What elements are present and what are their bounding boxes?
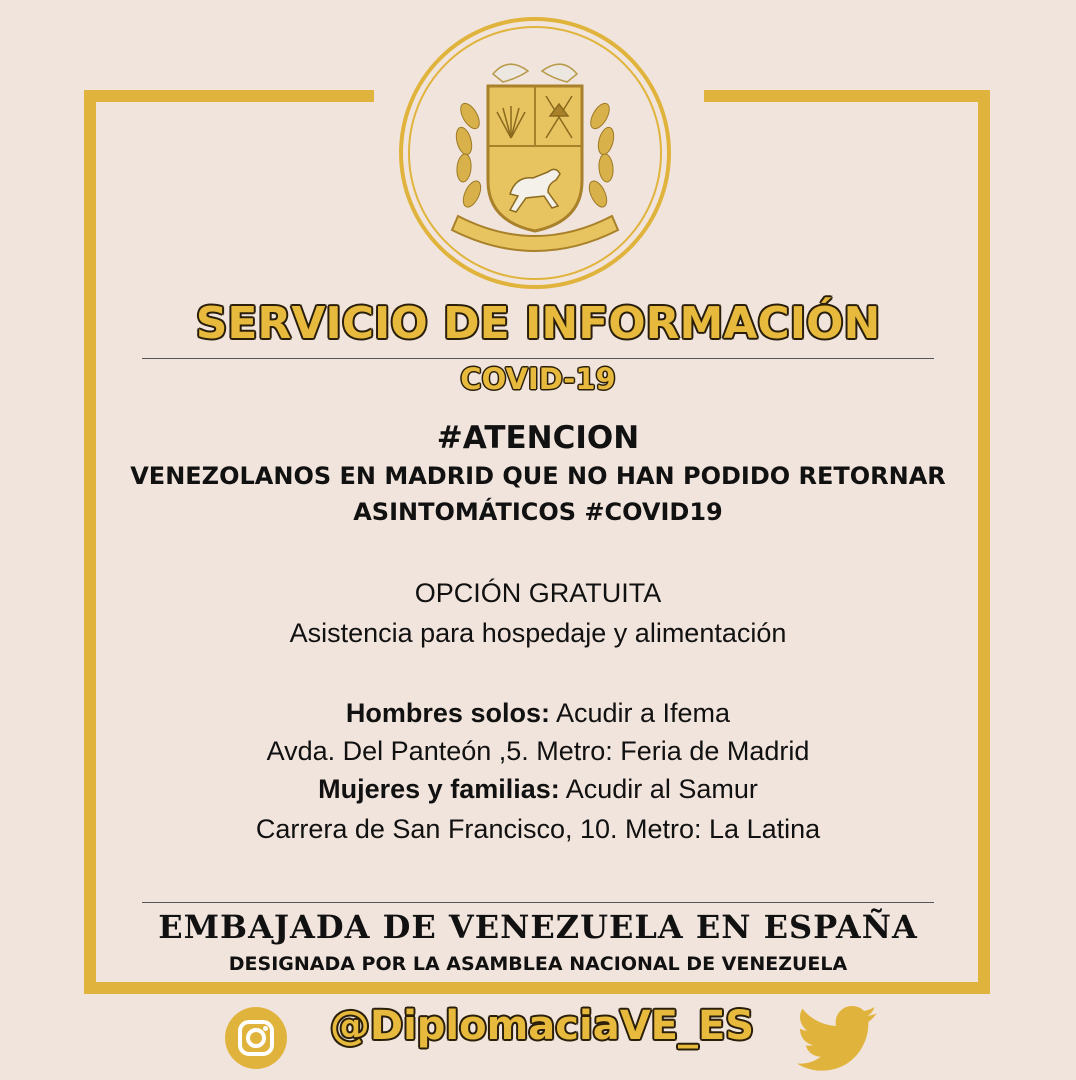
venezuela-coat-of-arms-icon xyxy=(398,16,672,290)
embassy-designation: DESIGNADA POR LA ASAMBLEA NACIONAL DE VENEZUELA xyxy=(228,953,848,975)
frame-left xyxy=(84,90,96,994)
location-men-action: Acudir a Ifema xyxy=(555,698,731,728)
option-label: OPCIÓN GRATUITA xyxy=(414,578,662,608)
location-men xyxy=(0,698,1076,729)
location-men-group: Hombres solos: xyxy=(345,698,550,728)
location-men-address: Avda. Del Panteón ,5. Metro: Feria de Madrid xyxy=(266,736,810,766)
frame-top-left xyxy=(84,90,374,102)
instagram-icon[interactable] xyxy=(224,1006,288,1070)
social-handle[interactable]: @DiplomaciaVE_ES xyxy=(329,1003,755,1049)
location-women xyxy=(0,774,1076,805)
location-women-group: Mujeres y familias: xyxy=(318,774,560,804)
location-women-action: Acudir al Samur xyxy=(565,774,758,804)
location-women-address: Carrera de San Francisco, 10. Metro: La Latina xyxy=(255,814,821,844)
notice-line-2: ASINTOMÁTICOS #COVID19 xyxy=(353,498,723,526)
frame-right xyxy=(978,90,990,994)
notice-line-1: VENEZOLANOS EN MADRID QUE NO HAN PODIDO RETORNAR xyxy=(130,462,946,490)
twitter-icon[interactable] xyxy=(792,998,884,1078)
title-divider xyxy=(142,358,934,359)
embassy-name: EMBAJADA DE VENEZUELA EN ESPAÑA xyxy=(158,908,918,946)
page-subtitle: COVID-19 xyxy=(460,362,616,396)
footer-divider xyxy=(142,902,934,903)
frame-bottom xyxy=(84,982,990,994)
notice-hashtag: #ATENCION xyxy=(436,420,640,456)
page-title: SERVICIO DE INFORMACIÓN xyxy=(195,298,881,349)
frame-top-right xyxy=(704,90,990,102)
option-description: Asistencia para hospedaje y alimentación xyxy=(289,618,787,648)
